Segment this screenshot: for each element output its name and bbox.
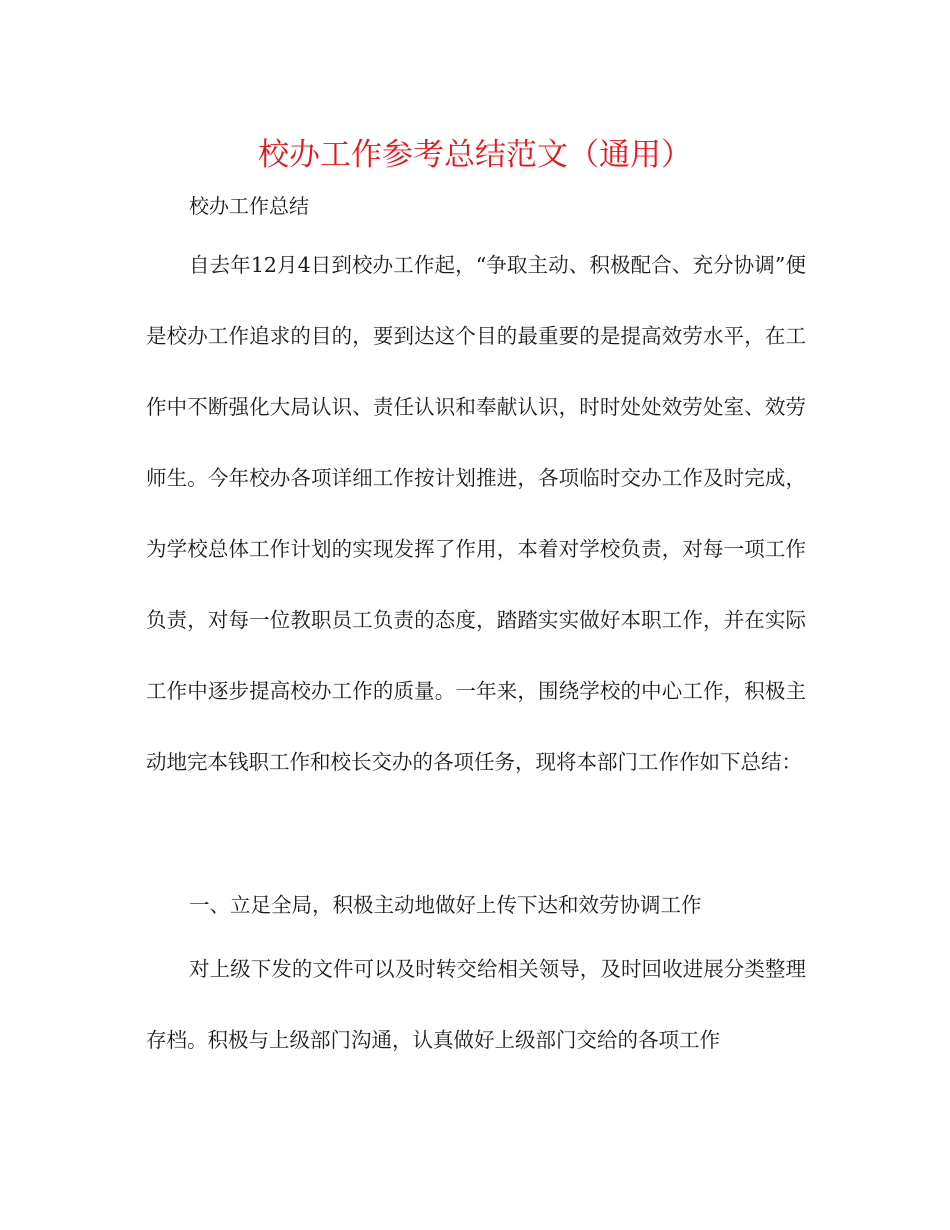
body-paragraph-2: 对上级下发的文件可以及时转交给相关领导，及时回收进展分类整理存档。积极与上级部门沟通，认真做好上级部门交给的各项工作	[146, 957, 806, 1052]
document-title: 校办工作参考总结范文（通用）	[258, 137, 692, 173]
section-heading-1: 一、立足全局，积极主动地做好上传下达和效劳协调工作	[189, 893, 702, 917]
document-subtitle: 校办工作总结	[189, 194, 309, 218]
body-paragraph-1: 自去年12月4日到校办工作起，“争取主动、积极配合、充分协调”便是校办工作追求的目的，要到达这个目的最重要的是提高效劳水平，在工作中不断强化大局认识、责任认识和奉献认识，时时处处效劳处室、效劳师生。今年校办各项详细工作按计划推进，各项临时交办工作及时完成，为学校总体工作计划的实现发挥了作用，本着对学校负责，对每一项工作负责，对每一位教职员工负责的态度，踏踏实实做好本职工作，并在实际工作中逐步提高校办工作的质量。一年来，围绕学校的中心工作，积极主动地完本钱职工作和校长交办的各项任务，现将本部门工作作如下总结：	[146, 253, 806, 774]
